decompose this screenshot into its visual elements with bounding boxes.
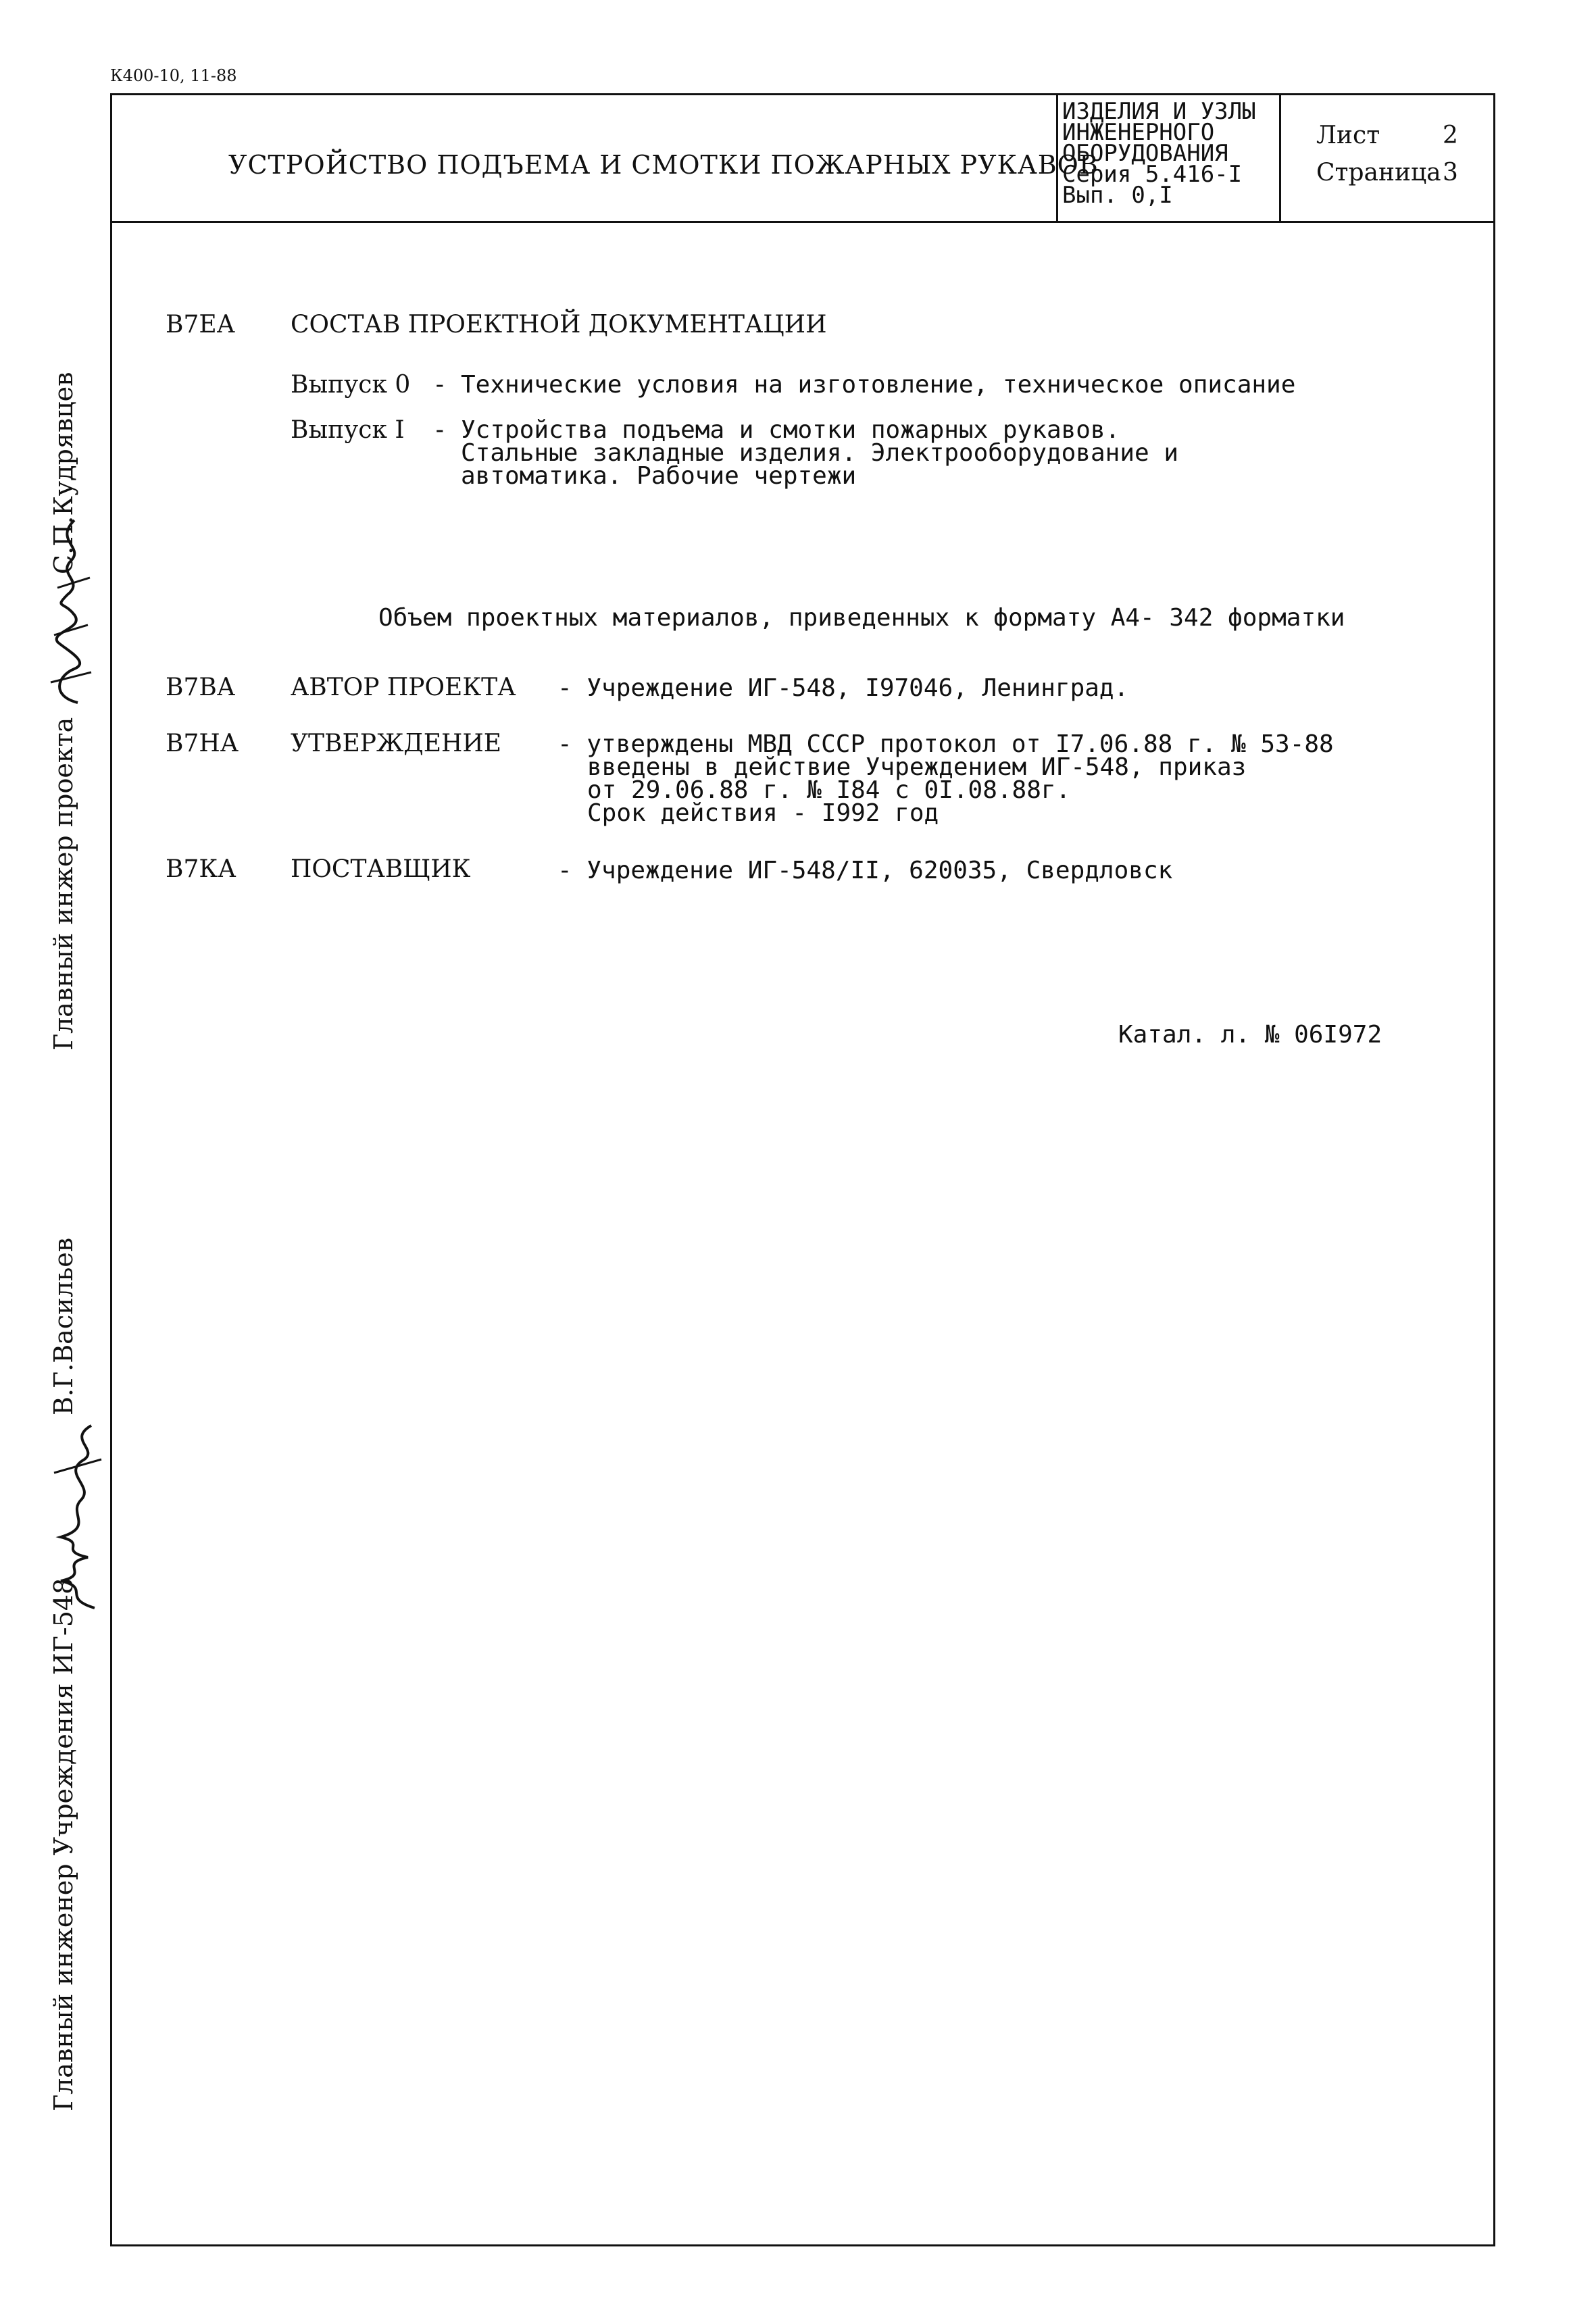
supplier-label: ПОСТАВЩИК xyxy=(291,855,471,883)
series-line: ИНЖЕНЕРНОГО xyxy=(1062,119,1215,146)
document-title: УСТРОЙСТВО ПОДЪЕМА И СМОТКИ ПОЖАРНЫХ РУКАВОВ xyxy=(228,150,1099,180)
series-line: Серия 5.416-I xyxy=(1062,161,1243,188)
bottom-name-label: В.Г.Васильев xyxy=(49,1237,78,1415)
top-role-label: Главный инжер проекта xyxy=(49,717,78,1051)
approval-label: УТВЕРЖДЕНИЕ xyxy=(291,730,502,757)
issue-0-label: Выпуск 0 xyxy=(291,371,411,399)
catalog-number: Катал. л. № 06I972 xyxy=(1118,1021,1382,1049)
signature-kudryavtsev-icon xyxy=(37,513,98,716)
author-label: АВТОР ПРОЕКТА xyxy=(291,674,516,701)
approval-line: Срок действия - I992 год xyxy=(587,799,939,827)
series-line: ИЗДЕЛИЯ И УЗЛЫ xyxy=(1062,98,1256,125)
approval-line: от 29.06.88 г. № I84 с 0I.08.88г. xyxy=(587,776,1071,804)
section-code: В7ЕА xyxy=(166,311,235,338)
series-line: ОБОРУДОВАНИЯ xyxy=(1062,140,1228,167)
section-title: СОСТАВ ПРОЕКТНОЙ ДОКУМЕНТАЦИИ xyxy=(291,311,827,338)
issue-1-line: Стальные закладные изделия. Электрооборудование и xyxy=(461,439,1179,467)
form-code: К400-10, 11-88 xyxy=(110,66,237,85)
volume-text: Объем проектных материалов, приведенных к формату А4- 342 форматки xyxy=(378,604,1345,632)
signature-vasilyev-icon xyxy=(41,1419,108,1615)
issue-0-dash: - xyxy=(432,371,447,399)
approval-line: введены в действие Учреждением ИГ-548, приказ xyxy=(587,753,1247,781)
header-divider-2 xyxy=(1279,93,1281,223)
sheet-label: Лист xyxy=(1316,122,1380,149)
top-name-label: С.П.Кудрявцев xyxy=(49,372,78,574)
supplier-text: - Учреждение ИГ-548/II, 620035, Свердловск xyxy=(557,857,1173,884)
series-block xyxy=(1062,98,1256,209)
header-bottom-line xyxy=(110,221,1495,223)
sheet-value: 2 xyxy=(1443,122,1458,149)
issue-1-label: Выпуск I xyxy=(291,416,405,444)
issue-1-line: Устройства подъема и смотки пожарных рукавов. xyxy=(461,416,1120,444)
issue-1-text xyxy=(461,416,1179,490)
issue-1-line: автоматика. Рабочие чертежи xyxy=(461,462,857,490)
issue-1-dash: - xyxy=(432,416,447,444)
approval-code: В7НА xyxy=(166,730,239,757)
series-line: Вып. 0,I xyxy=(1062,182,1173,209)
approval-line: - утверждены МВД СССР протокол от I7.06.88 г. № 53-88 xyxy=(557,730,1334,758)
supplier-code: В7КА xyxy=(166,855,236,883)
bottom-role-label: Главный инженер Учреждения ИГ-548 xyxy=(49,1578,78,2111)
issue-0-text: Технические условия на изготовление, техническое описание xyxy=(461,371,1296,399)
page-value: 3 xyxy=(1443,159,1458,186)
author-code: В7ВА xyxy=(166,674,236,701)
author-text: - Учреждение ИГ-548, I97046, Ленинград. xyxy=(557,674,1129,702)
approval-text xyxy=(557,730,1334,827)
page-label: Страница xyxy=(1316,159,1441,186)
